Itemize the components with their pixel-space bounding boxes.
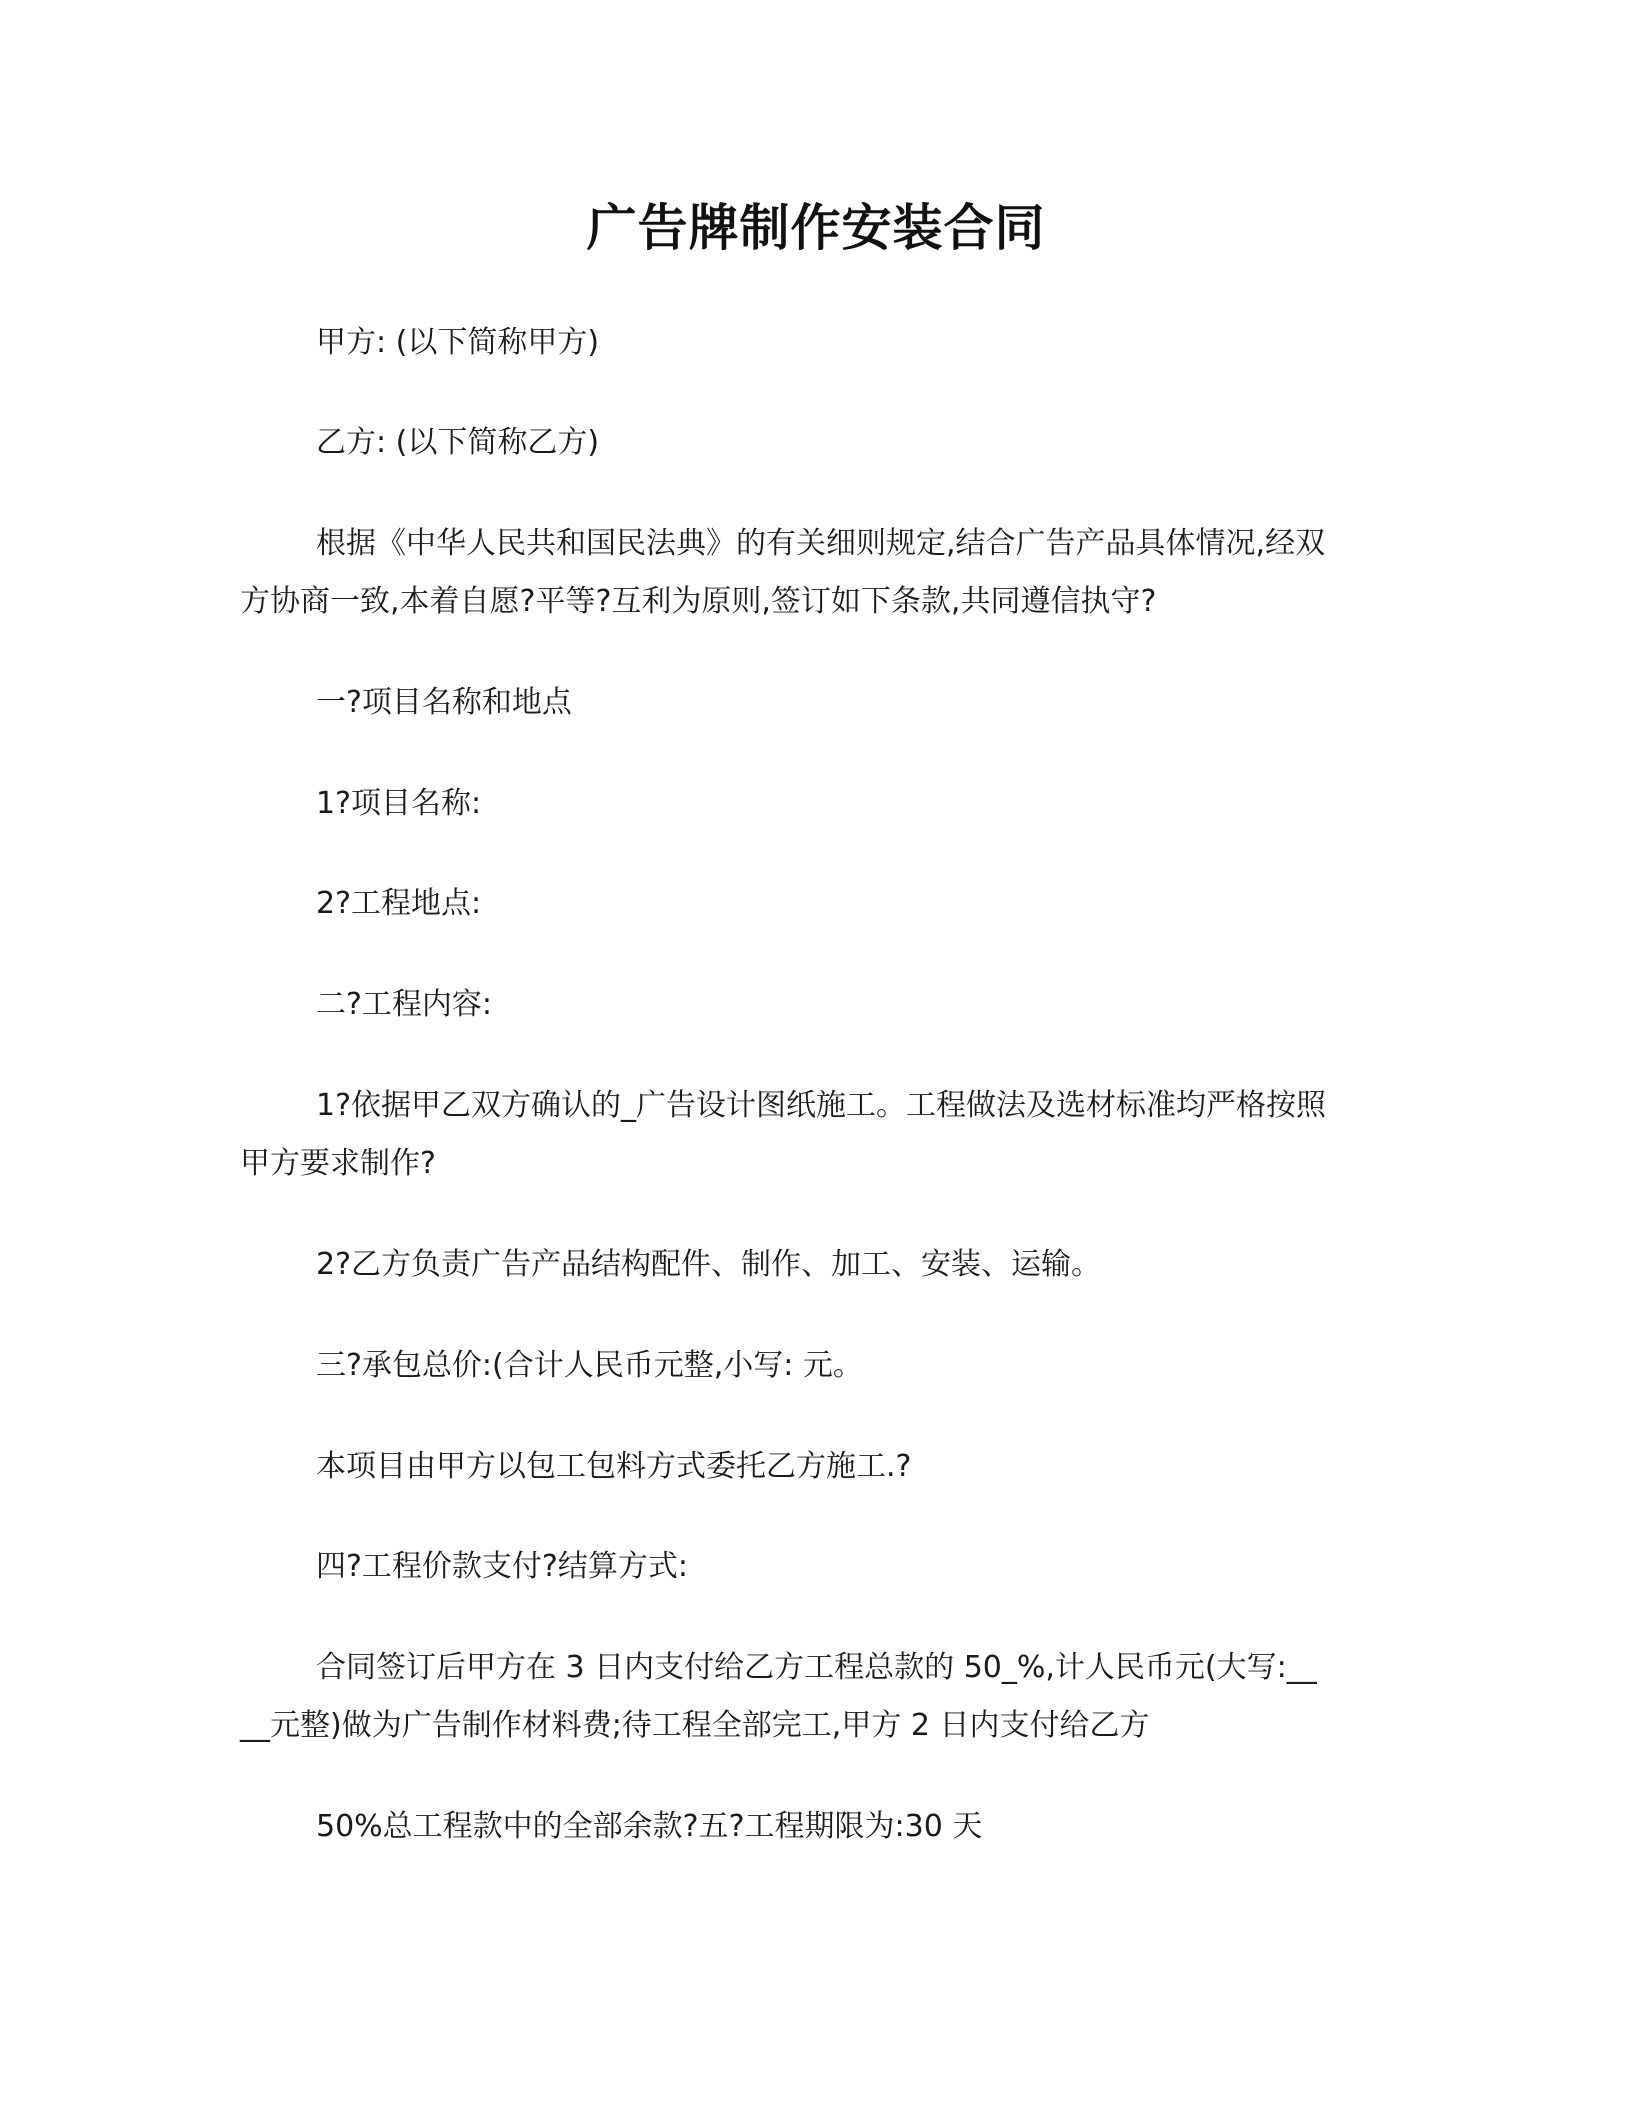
section-2-item-1-line-1: 1?依据甲乙双方确认的_广告设计图纸施工。工程做法及选材标准均严格按照 <box>316 1088 1327 1123</box>
section-4-paragraph-line-1: 合同签订后甲方在 3 日内支付给乙方工程总款的 50_%,计人民币元(大写:__ <box>316 1650 1317 1685</box>
section-4-paragraph-line-2: __元整)做为广告制作材料费;待工程全部完工,甲方 2 日内支付给乙方 <box>240 1708 1150 1743</box>
section-4-paragraph-line-3: 50%总工程款中的全部余款?五?工程期限为:30 天 <box>316 1809 983 1844</box>
section-3-note: 本项目由甲方以包工包料方式委托乙方施工.? <box>316 1449 912 1484</box>
intro-paragraph-line-1: 根据《中华人民共和国民法典》的有关细则规定,结合广告产品具体情况,经双 <box>316 526 1326 561</box>
section-2-item-2: 2?乙方负责广告产品结构配件、制作、加工、安装、运输。 <box>316 1247 1102 1282</box>
section-2-item-1-line-2: 甲方要求制作? <box>240 1146 436 1181</box>
section-3-heading: 三?承包总价:(合计人民币元整,小写: 元。 <box>316 1348 863 1383</box>
party-a-line: 甲方: (以下简称甲方) <box>316 325 600 360</box>
intro-paragraph-line-2: 方协商一致,本着自愿?平等?互利为原则,签订如下条款,共同遵信执守? <box>240 584 1157 619</box>
section-1-item-1: 1?项目名称: <box>316 786 482 821</box>
section-2-heading: 二?工程内容: <box>316 987 493 1022</box>
document-title: 广告牌制作安装合同 <box>586 199 1046 257</box>
party-b-line: 乙方: (以下简称乙方) <box>316 425 600 460</box>
section-4-heading: 四?工程价款支付?结算方式: <box>316 1549 688 1584</box>
section-1-heading: 一?项目名称和地点 <box>316 685 572 720</box>
section-1-item-2: 2?工程地点: <box>316 886 482 921</box>
